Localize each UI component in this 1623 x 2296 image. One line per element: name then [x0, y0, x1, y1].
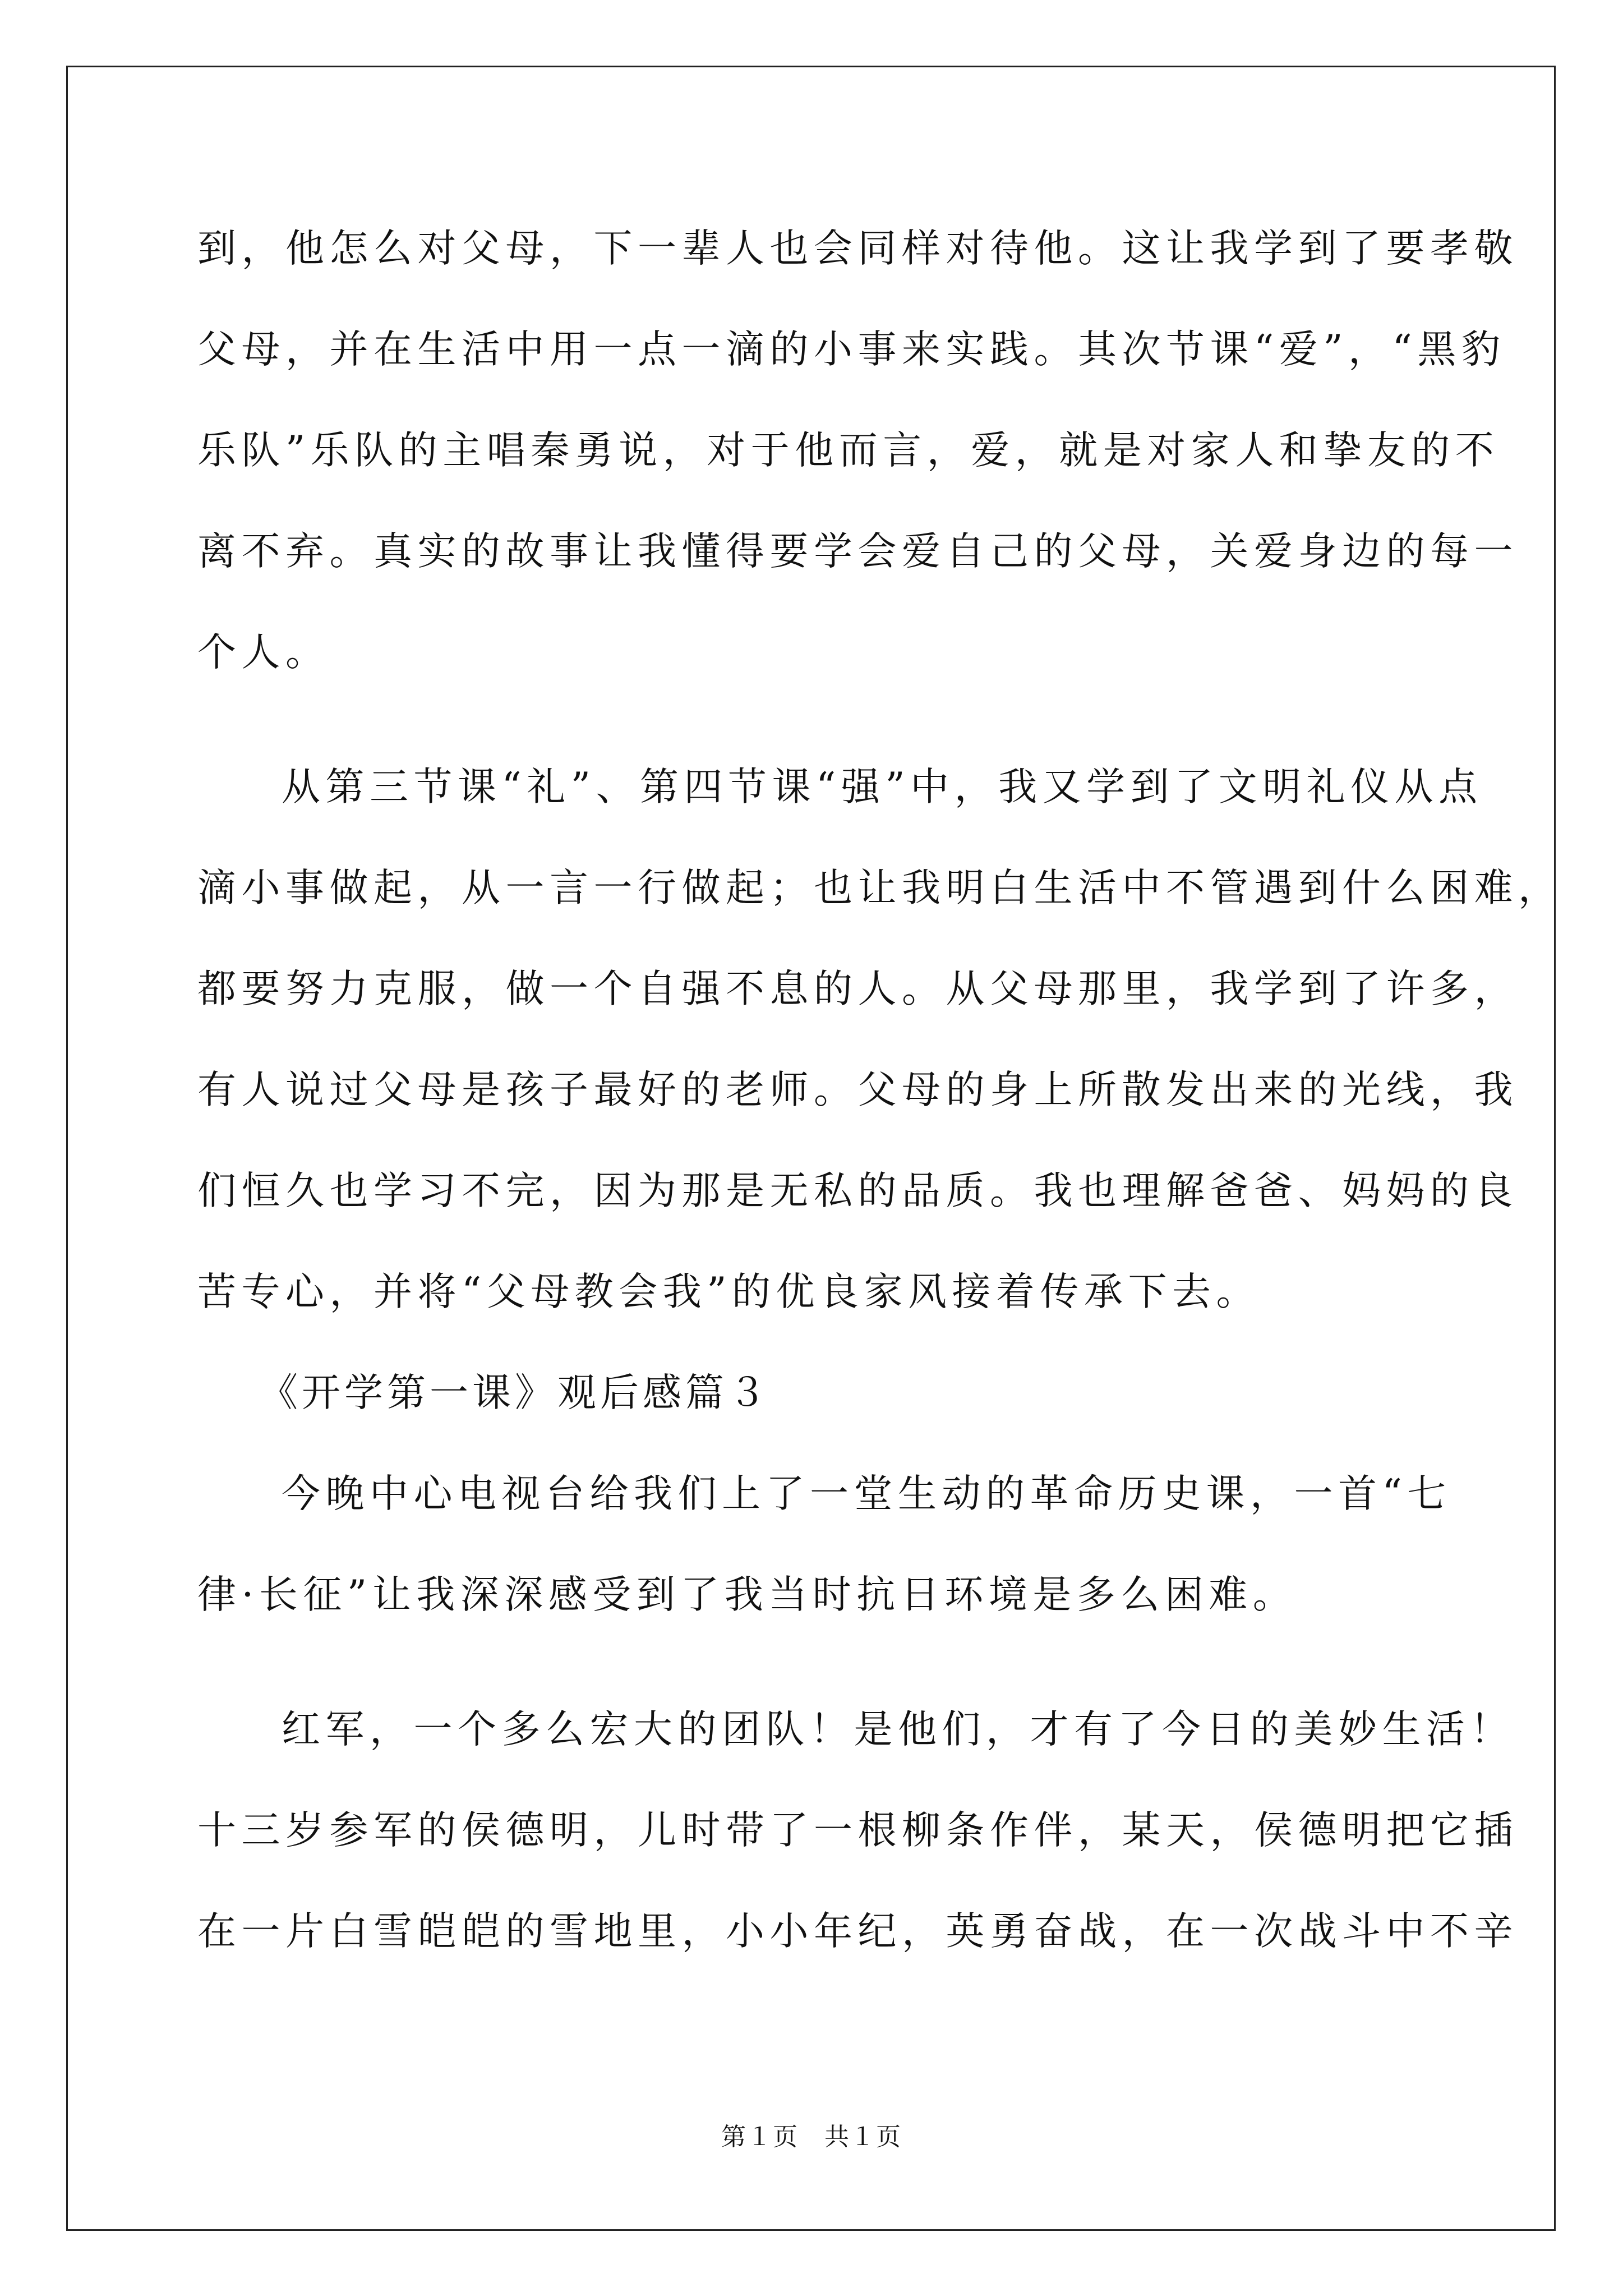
text-line: 离不弃。真实的故事让我懂得要学会爱自己的父母，关爱身边的每一 [197, 529, 1518, 574]
paragraph-start-line: 从第三节课“礼”、第四节课“强”中，我又学到了文明礼仪从点 [282, 765, 1483, 809]
text-line: 父母，并在生活中用一点一滴的小事来实践。其次节课“爱”，“黑豹 [197, 327, 1506, 372]
paragraph-start-line: 今晚中心电视台给我们上了一堂生动的革命历史课，一首“七 [282, 1471, 1451, 1516]
text-line: 都要努力克服，做一个自强不息的人。从父母那里，我学到了许多， [197, 967, 1518, 1011]
text-line: 律·长征”让我深深感受到了我当时抗日环境是多么困难。 [197, 1572, 1297, 1617]
text-line: 苦专心，并将“父母教会我”的优良家风接着传承下去。 [197, 1269, 1261, 1314]
text-line: 们恒久也学习不完，因为那是无私的品质。我也理解爸爸、妈妈的良 [197, 1168, 1518, 1213]
paragraph-start-line: 红军，一个多么宏大的团队！是他们，才有了今日的美妙生活！ [282, 1707, 1514, 1752]
text-line: 到，他怎么对父母，下一辈人也会同样对待他。这让我学到了要孝敬 [197, 226, 1518, 271]
text-line: 十三岁参军的侯德明，儿时带了一根柳条作伴，某天，侯德明把它插 [197, 1808, 1518, 1853]
section-heading: 《开学第一课》观后感篇３ [259, 1370, 771, 1415]
text-line: 滴小事做起，从一言一行做起；也让我明白生活中不管遇到什么困难， [197, 866, 1562, 910]
page-footer: 第１页 共１页 [721, 2123, 902, 2151]
text-line: 在一片白雪皑皑的雪地里，小小年纪，英勇奋战，在一次战斗中不辛 [197, 1909, 1518, 1954]
text-line: 乐队”乐队的主唱秦勇说，对于他而言，爱，就是对家人和挚友的不 [197, 428, 1500, 473]
text-line: 有人说过父母是孩子最好的老师。父母的身上所散发出来的光线，我 [197, 1068, 1518, 1112]
text-line: 个人。 [197, 630, 330, 675]
